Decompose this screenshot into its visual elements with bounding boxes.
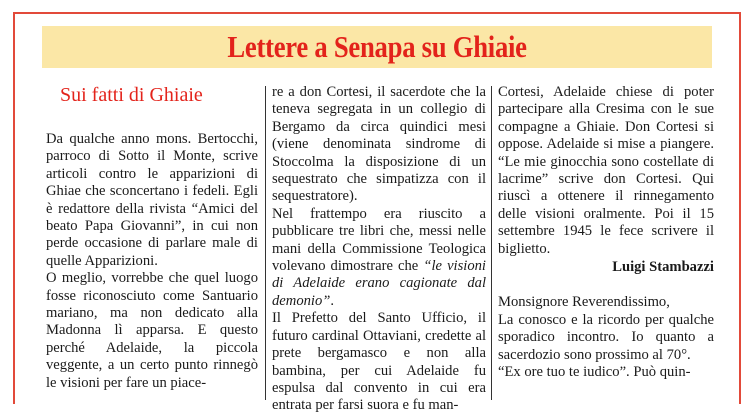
paragraph bbox=[272, 206, 486, 310]
paragraph: Da qualche anno mons. Bertocchi, parroco di Sotto il Monte, scrive articoli contro le apparizioni di Ghiae che sconcertano i fedeli. Egli è redattore della rivista “Amici del beato Papa Giovanni”, in cui non perde occasione di parlare male di quelle Apparizioni. bbox=[46, 131, 258, 269]
paragraph: Il Prefetto del Santo Ufficio, il futuro cardinal Ottaviani, credette al prete bergamasco e non alla bambina, per cui Adelaide fu espulsa dal convento in cui era entrata per farsi suora e fu man- bbox=[272, 310, 486, 414]
paragraph: “Ex ore tuo te iudico”. Può quin- bbox=[498, 364, 691, 381]
column-divider bbox=[491, 86, 492, 400]
quote: “le visioni di Adelaide erano cagionate dal demonio” bbox=[272, 258, 486, 309]
column-divider bbox=[265, 86, 266, 400]
author-signature: Luigi Stambazzi bbox=[612, 259, 714, 276]
article-column-2 bbox=[272, 84, 486, 415]
page-title: Lettere a Senapa su Ghiaie bbox=[227, 29, 527, 64]
article-subtitle: Sui fatti di Ghiaie bbox=[60, 84, 203, 106]
paragraph-text: . bbox=[330, 292, 335, 309]
paragraph-text: Nel frattempo era riuscito a pubblicare tre libri che, messi nelle mani della Commissione Teologica volevano dimostrare che bbox=[272, 205, 486, 275]
paragraph: La conosco e la ricordo per qualche sporadico incontro. Io quanto a sacerdozio sono prossimo al 70°. bbox=[498, 311, 714, 363]
article-column-3 bbox=[498, 84, 714, 382]
title-banner bbox=[42, 26, 712, 68]
paragraph: re a don Cortesi, il sacerdote che la teneva segregata in un collegio di Bergamo da circa quindici mesi (viene denominata sindrome di Stoccolma la disposizione di un sequestrato che simpatizza con il sequestratore). bbox=[272, 84, 486, 205]
letter-salutation: Monsignore Reverendissimo, bbox=[498, 294, 670, 311]
article-column-1 bbox=[46, 84, 258, 392]
paragraph: O meglio, vorrebbe che quel luogo fosse riconosciuto come Santuario mariano, ma non dedicato alla Madonna lì apparsa. E questo perché Adelaide, la piccola veggente, a un certo punto rinnegò le visioni per fare un piace- bbox=[46, 270, 258, 391]
paragraph: Cortesi, Adelaide chiese di poter partecipare alla Cresima con le sue compagne a Ghiaie. Don Cortesi si oppose. Adelaide si mise a piangere. “Le mie ginocchia sono costellate di lacrime” scrive don Cortesi. Qui riuscì a ottenere il rinnegamento delle visioni oralmente. Poi il 15 settembre 1945 le fece scrivere il biglietto. bbox=[498, 84, 714, 257]
